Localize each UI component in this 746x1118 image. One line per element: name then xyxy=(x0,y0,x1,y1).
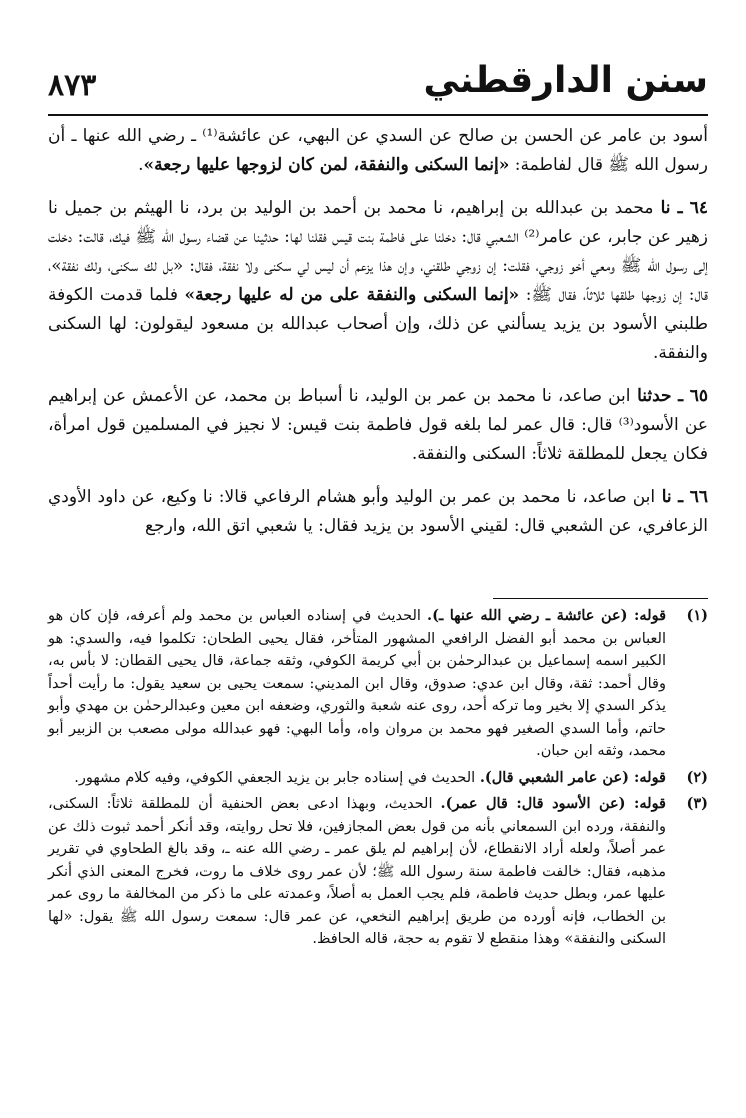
hadith-number: ٦٦ ـ نا xyxy=(655,487,708,507)
footnote-body xyxy=(48,605,666,763)
footnote-text: الحديث، وبهذا ادعى بعض الحنفية أن للمطلقة ثلاثاً: السكنى، والنفقة، ورده ابن السمعاني بأنه من قول بعض المجازفين، فلا تحل روايته، وقد أنكر أحمد ثبوت ذلك عن عمر أصلاً، ولعله أراد الانقطاع، لأن إبراهيم لم يلق عمر ـ رضي الله عنه ـ، وقد بالغ الطحاوي في تقرير مذهبه، فقال: خالفت فاطمة سنة رسول الله ﷺ؛ لأن عمر روى خلاف ما روت، فخرج المعنى الذي أنكر عليها عمر، وبطل حديث فاطمة، فلم يجب العمل به أصلاً، وعمدته على ما ذكر من المخالفة ما روى عمر بن الخطاب، فإنه أورده من طريق إبراهيم النخعي، عن عمر قال: سمعت رسول الله ﷺ يقول: «لها السكنى والنفقة» وهذا منقطع لا تقوم به حجة، قاله الحافظ. xyxy=(48,796,666,947)
paragraph xyxy=(48,122,708,180)
page-content xyxy=(48,60,708,555)
paragraph-text-end: . xyxy=(138,155,144,175)
footnote-lead: قوله: (عن الأسود قال: قال عمر). xyxy=(440,795,666,812)
footnote-lead: قوله: (عن عائشة ـ رضي الله عنها ـ). xyxy=(427,607,666,624)
book-title: سنن الدارقطني xyxy=(423,60,708,101)
paragraph-text: ابن صاعد، نا محمد بن عمر بن الوليد وأبو هشام الرفاعي قالا: نا وكيع، عن داود الأودي الزعافري، عن الشعبي قال: لقيني الأسود بن يزيد فقال: يا شعبي اتق الله، وارجع xyxy=(48,487,708,536)
footnote-divider xyxy=(493,598,708,599)
main-text xyxy=(48,122,708,541)
paragraph xyxy=(48,194,708,368)
footnote-text: الحديث في إسناده جابر بن يزيد الجعفي الكوفي، وفيه كلام مشهور. xyxy=(74,769,480,786)
footnote-lead: قوله: (عن عامر الشعبي قال). xyxy=(479,768,666,786)
footnote-marker: (٣) xyxy=(686,795,708,812)
page-number: ٨٧٣ xyxy=(48,68,97,103)
paragraph-text: محمد بن عبدالله بن إبراهيم، نا محمد بن أحمد بن الوليد بن برد، نا الهيثم بن جميل نا زهير عن جابر، عن عامر⁽²⁾ الشعبي قال: دخلنا على فاطمة بنت قيس فقلنا لها: حدثينا عن قضاء رسول الله ﷺ فيك، قالت: دخلت إلى رسول الله ﷺ ومعي أخو زوجي، فقلت: إن زوجي طلقني، وإن هذا يزعم أن ليس لي سكنى ولا نفقة، فقال: «بل لك سكنى، ولك نفقة»، قال: إن زوجها طلقها ثلاثاً، فقال ﷺ: xyxy=(48,198,709,305)
footnote xyxy=(48,767,708,790)
paragraph-text-end: فلما قدمت الكوفة طلبني الأسود بن يزيد يسألني عن ذلك، وإن أصحاب عبدالله بن مسعود ليقولون: لها السكنى والنفقة. xyxy=(48,285,708,363)
footnote xyxy=(48,605,708,763)
footnote-marker: (٢) xyxy=(686,768,708,786)
page-header xyxy=(48,60,708,116)
paragraph xyxy=(48,382,708,469)
footnote-body xyxy=(48,793,666,951)
prophetic-quote: «إنما السكنى والنفقة على من له عليها رجعة» xyxy=(184,285,520,305)
hadith-number: ٦٤ ـ نا xyxy=(653,198,708,218)
prophetic-quote: «إنما السكنى والنفقة، لمن كان لزوجها عليها رجعة» xyxy=(143,155,510,175)
paragraph-text: ابن صاعد، نا محمد بن عمر بن الوليد، نا أسباط بن محمد، عن الأعمش عن إبراهيم عن الأسود⁽³⁾ قال: قال عمر لما بلغه قول فاطمة بنت قيس: لا نجيز في المسلمين قول امرأة، فكان يجعل للمطلقة ثلاثاً: السكنى والنفقة. xyxy=(48,386,708,464)
footnote-text: الحديث في إسناده العباس بن محمد ولم أعرفه، فإن كان هو العباس بن محمد أبو الفضل الرافعي المشهور المتأخر، فقال يحيى الطحان: تكلموا فيه، والسدي: هو الكبير اسمه إسماعيل بن عبدالرحمٰن بن أبي كريمة الكوفي، وثقه جماعة، قال يحيى القطان: لا بأس به، وقال أحمد: ثقة، وقال ابن عدي: صدوق، وقال ابن المديني: سمعت يحيى بن سعيد يقول: ما رأيت أحداً يذكر السدي إلا بخير وما تركه أحد، روى عنه شعبة والثوري، وضعفه ابن معين وعبدالرحمٰن بن مهدي وأبو حاتم، وأما السدي الصغير فهو محمد بن مروان واه، وأما البهي: فهو عبدالله مولى مصعب بن الزبير أبو محمد، وثقه ابن حبان. xyxy=(48,608,666,759)
footnote xyxy=(48,793,708,951)
hadith-number: ٦٥ ـ حدثنا xyxy=(630,386,708,406)
paragraph xyxy=(48,483,708,541)
footnotes-section xyxy=(48,598,708,955)
footnote-marker: (١) xyxy=(686,607,708,624)
paragraph-text: أسود بن عامر عن الحسن بن صالح عن السدي عن البهي، عن عائشة⁽¹⁾ ـ رضي الله عنها ـ أن رسول الله ﷺ قال لفاطمة: xyxy=(48,126,708,175)
footnote-body xyxy=(48,767,666,790)
